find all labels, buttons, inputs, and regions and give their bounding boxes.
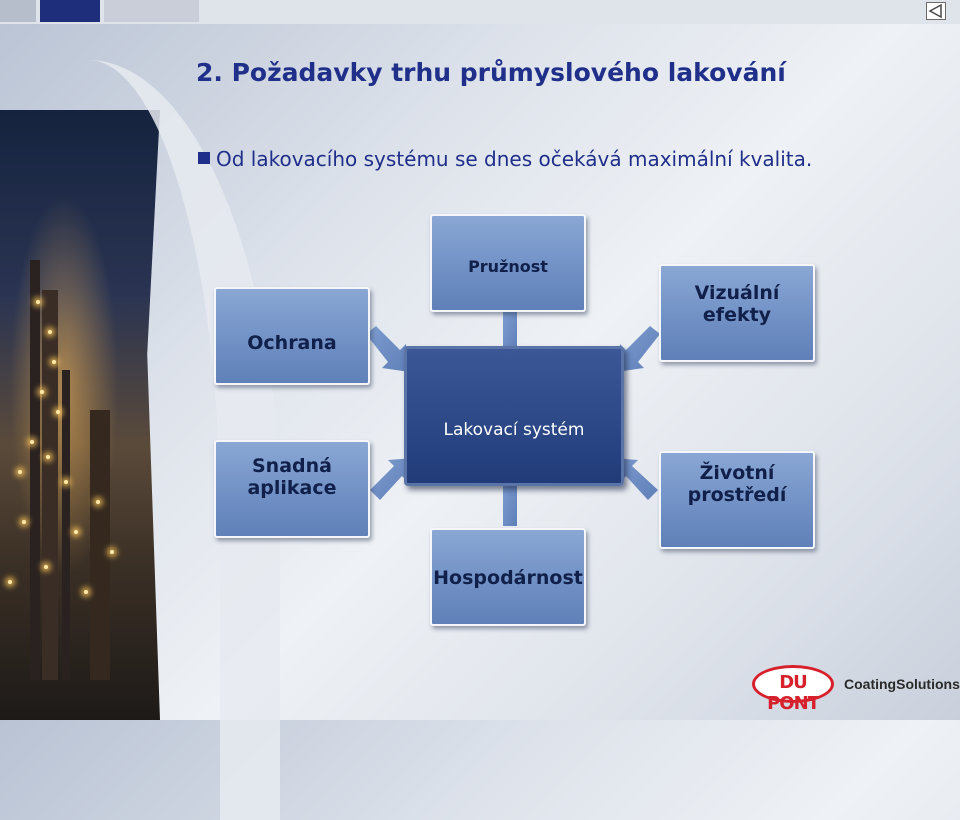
- box-label-line2: aplikace: [247, 477, 337, 499]
- industrial-photo: [0, 110, 160, 720]
- bullet-item: [198, 147, 812, 171]
- nav-back-button[interactable]: [926, 2, 946, 20]
- box-hospodarnost: [430, 528, 586, 626]
- center-label: Lakovací systém: [443, 420, 585, 440]
- box-vizualni-efekty: [659, 264, 815, 362]
- logo-mark: DU PONT: [767, 672, 819, 714]
- bullet-square-icon: [198, 152, 210, 164]
- dupont-coatingsolutions-logo: [752, 665, 960, 714]
- box-label-line1: Životní: [699, 462, 775, 485]
- top-strip-segment: [40, 0, 100, 22]
- logo-text: CoatingSolutions: [844, 676, 960, 692]
- bullet-text: Od lakovacího systému se dnes očekává maximální kvalita.: [216, 147, 813, 171]
- back-triangle-icon: [927, 3, 945, 19]
- top-strip-segment: [104, 0, 199, 22]
- box-zivotni-prostredi: [659, 451, 815, 549]
- box-ochrana: [214, 287, 370, 385]
- top-strip-segment: [0, 0, 36, 22]
- top-strip: [0, 0, 960, 24]
- box-label: Hospodárnost: [433, 567, 583, 590]
- box-label: Pružnost: [468, 256, 548, 276]
- box-label-line1: Snadná: [252, 455, 332, 478]
- box-label-line2: efekty: [702, 304, 772, 326]
- box-center-lakovaci-system: [404, 346, 624, 486]
- box-pruznost: [430, 214, 586, 312]
- box-label-line1: Vizuální: [694, 282, 780, 305]
- box-snadna-aplikace: [214, 440, 370, 538]
- box-label: Ochrana: [247, 332, 337, 355]
- box-label-line2: prostředí: [687, 484, 787, 506]
- slide-title: 2. Požadavky trhu průmyslového lakování: [196, 58, 786, 87]
